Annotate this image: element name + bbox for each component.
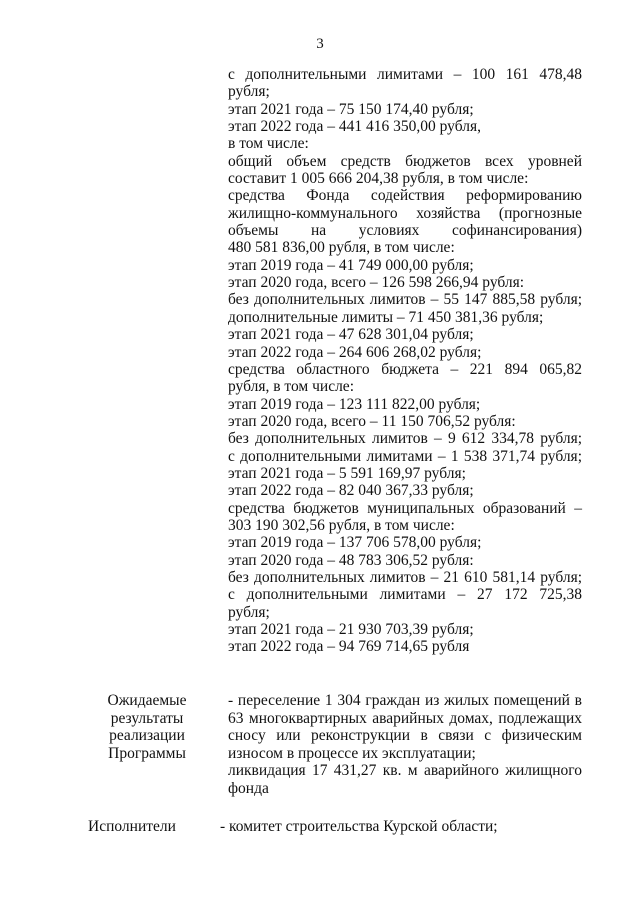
expected-results-line: износом в процессе их эксплуатации; xyxy=(228,744,476,762)
funding-line: этап 2022 года – 264 606 268,02 рубля; xyxy=(228,343,482,361)
funding-line: средства бюджетов муниципальных образований – xyxy=(228,499,582,517)
funding-line: рубля; xyxy=(228,83,270,101)
funding-line: этап 2019 года – 137 706 578,00 рубля; xyxy=(228,534,482,552)
expected-results-text xyxy=(228,692,582,797)
funding-line: этап 2020 года, всего – 126 598 266,94 рубля: xyxy=(228,274,525,292)
expected-results-label-line: Программы xyxy=(108,744,186,762)
funding-line: 303 190 302,56 рубля, в том числе: xyxy=(228,516,455,534)
funding-line: этап 2021 года – 47 628 301,04 рубля; xyxy=(228,326,474,344)
funding-line: общий объем средств бюджетов всех уровней xyxy=(228,152,582,170)
funding-line: в том числе: xyxy=(228,135,309,153)
funding-line: объемы на условиях софинансирования) xyxy=(228,222,582,240)
funding-line: жилищно-коммунального хозяйства (прогнозные xyxy=(228,204,582,222)
funding-line: рубля; xyxy=(228,603,270,621)
funding-text-block xyxy=(228,66,582,656)
expected-results-label xyxy=(84,692,210,762)
funding-line: средства Фонда содействия реформированию xyxy=(228,187,582,205)
funding-line: без дополнительных лимитов – 55 147 885,58 рубля; xyxy=(228,291,582,309)
funding-line: этап 2022 года – 82 040 367,33 рубля; xyxy=(228,482,474,500)
funding-line: рубля, в том числе: xyxy=(228,378,354,396)
funding-line: этап 2022 года – 441 416 350,00 рубля, xyxy=(228,118,481,136)
funding-line: средства областного бюджета – 221 894 065,82 xyxy=(228,360,582,378)
funding-line: этап 2020 года – 48 783 306,52 рубля: xyxy=(228,551,474,569)
funding-line: с дополнительными лимитами – 100 161 478,48 xyxy=(228,66,582,83)
funding-line: 480 581 836,00 рубля, в том числе: xyxy=(228,239,455,257)
funding-line: этап 2019 года – 123 111 822,00 рубля; xyxy=(228,395,481,413)
funding-line: этап 2021 года – 75 150 174,40 рубля; xyxy=(228,100,474,118)
expected-results-line: фонда xyxy=(228,779,269,797)
expected-results-line: - переселение 1 304 граждан из жилых помещений в xyxy=(228,692,582,709)
funding-line: этап 2022 года – 94 769 714,65 рубля xyxy=(228,638,470,656)
expected-results-line: сносу или реконструкции в связи с физическим xyxy=(228,727,582,744)
executors-text: - комитет строительства Курской области; xyxy=(220,818,498,835)
funding-line: с дополнительными лимитами – 27 172 725,38 xyxy=(228,586,582,604)
funding-line: с дополнительными лимитами – 1 538 371,74 рубля; xyxy=(228,447,582,465)
funding-line: этап 2021 года – 5 591 169,97 рубля; xyxy=(228,464,466,482)
funding-line: без дополнительных лимитов – 9 612 334,78 рубля; xyxy=(228,430,582,448)
funding-line: этап 2019 года – 41 749 000,00 рубля; xyxy=(228,256,474,274)
funding-line: без дополнительных лимитов – 21 610 581,14 рубля; xyxy=(228,568,582,586)
funding-line: составит 1 005 666 204,38 рубля, в том числе: xyxy=(228,170,529,188)
expected-results-label-line: результаты xyxy=(110,709,184,727)
executors-label: Исполнители xyxy=(88,818,176,835)
page-number: 3 xyxy=(316,36,324,52)
funding-line: этап 2021 года – 21 930 703,39 рубля; xyxy=(228,621,474,638)
expected-results-line: ликвидация 17 431,27 кв. м аварийного жилищного xyxy=(228,762,582,779)
expected-results-label-line: реализации xyxy=(109,727,185,744)
funding-line: этап 2020 года, всего – 11 150 706,52 рубля: xyxy=(228,412,516,430)
expected-results-line: 63 многоквартирных аварийных домах, подлежащих xyxy=(228,709,582,727)
expected-results-label-line: Ожидаемые xyxy=(107,692,187,709)
funding-line: дополнительные лимиты – 71 450 381,36 рубля; xyxy=(228,308,544,326)
